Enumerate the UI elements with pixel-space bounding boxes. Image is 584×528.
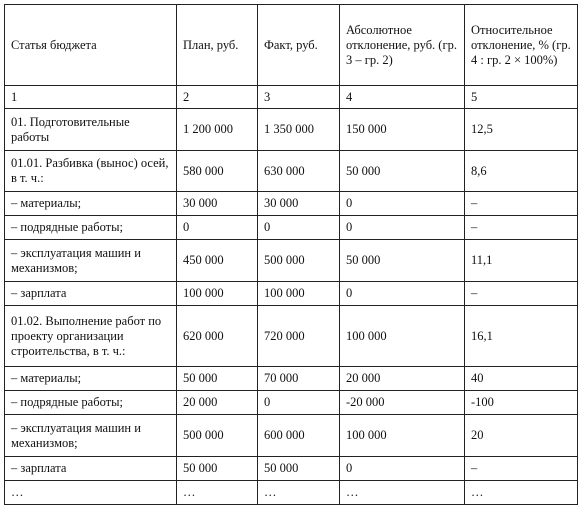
table-cell: 620 000 [177, 306, 258, 367]
table-cell: 580 000 [177, 151, 258, 192]
table-cell: 70 000 [258, 367, 340, 391]
table-cell: 0 [177, 216, 258, 240]
table-cell: 630 000 [258, 151, 340, 192]
table-cell: 01.02. Выполнение работ по проекту организации строительства, в т. ч.: [5, 306, 177, 367]
table-row [5, 457, 578, 481]
table-cell: – материалы; [5, 192, 177, 216]
table-cell: 50 000 [340, 240, 465, 282]
table-cell: … [340, 481, 465, 505]
table-cell: 0 [340, 216, 465, 240]
table-row [5, 367, 578, 391]
table-cell: 100 000 [340, 306, 465, 367]
table-cell: … [177, 481, 258, 505]
table-cell: – [465, 457, 578, 481]
table-cell: – зарплата [5, 457, 177, 481]
table-cell: … [258, 481, 340, 505]
header-cell: План, руб. [177, 5, 258, 86]
table-cell: 16,1 [465, 306, 578, 367]
table-cell: 100 000 [258, 282, 340, 306]
table-cell: 0 [258, 391, 340, 415]
table-cell: 20 [465, 415, 578, 457]
table-row [5, 282, 578, 306]
budget-table [4, 4, 578, 505]
table-cell: 20 000 [177, 391, 258, 415]
table-cell: 8,6 [465, 151, 578, 192]
table-cell: – [465, 192, 578, 216]
header-row [5, 5, 578, 86]
column-number-cell: 3 [258, 86, 340, 109]
table-cell: 1 350 000 [258, 109, 340, 151]
header-cell: Статья бюджета [5, 5, 177, 86]
table-cell: 150 000 [340, 109, 465, 151]
table-cell: 20 000 [340, 367, 465, 391]
table-cell: 0 [258, 216, 340, 240]
table-cell: 0 [340, 282, 465, 306]
table-cell: – зарплата [5, 282, 177, 306]
table-cell: … [5, 481, 177, 505]
table-row [5, 109, 578, 151]
table-cell: 30 000 [177, 192, 258, 216]
table-cell: – эксплуатация машин и механизмов; [5, 240, 177, 282]
table-cell: 40 [465, 367, 578, 391]
table-row [5, 306, 578, 367]
table-row [5, 391, 578, 415]
header-cell: Факт, руб. [258, 5, 340, 86]
table-row [5, 240, 578, 282]
header-cell: Абсолютное отклонение, руб. (гр. 3 – гр. 2) [340, 5, 465, 86]
table-cell: 30 000 [258, 192, 340, 216]
table-cell: – подрядные работы; [5, 391, 177, 415]
table-cell: -20 000 [340, 391, 465, 415]
column-number-row [5, 86, 578, 109]
table-cell: 01.01. Разбивка (вынос) осей, в т. ч.: [5, 151, 177, 192]
table-cell: 600 000 [258, 415, 340, 457]
table-row [5, 481, 578, 505]
table-cell: – [465, 282, 578, 306]
table-cell: 50 000 [177, 367, 258, 391]
table-row [5, 216, 578, 240]
column-number-cell: 5 [465, 86, 578, 109]
table-cell: 12,5 [465, 109, 578, 151]
table-cell: 0 [340, 192, 465, 216]
table-cell: 1 200 000 [177, 109, 258, 151]
table-cell: – материалы; [5, 367, 177, 391]
table-cell: 50 000 [340, 151, 465, 192]
table-row [5, 192, 578, 216]
table-cell: 01. Подготовительные работы [5, 109, 177, 151]
table-row [5, 151, 578, 192]
table-cell: 500 000 [177, 415, 258, 457]
table-cell: 100 000 [340, 415, 465, 457]
table-cell: -100 [465, 391, 578, 415]
table-cell: 0 [340, 457, 465, 481]
table-cell: 100 000 [177, 282, 258, 306]
table-cell: 50 000 [258, 457, 340, 481]
table-row [5, 415, 578, 457]
column-number-cell: 4 [340, 86, 465, 109]
table-cell: 720 000 [258, 306, 340, 367]
table-cell: – эксплуатация машин и механизмов; [5, 415, 177, 457]
table-cell: … [465, 481, 578, 505]
column-number-cell: 1 [5, 86, 177, 109]
header-cell: Относительное отклонение, % (гр. 4 : гр. 2 × 100%) [465, 5, 578, 86]
table-cell: – [465, 216, 578, 240]
table-cell: – подрядные работы; [5, 216, 177, 240]
column-number-cell: 2 [177, 86, 258, 109]
table-cell: 50 000 [177, 457, 258, 481]
table-cell: 450 000 [177, 240, 258, 282]
table-cell: 500 000 [258, 240, 340, 282]
table-cell: 11,1 [465, 240, 578, 282]
